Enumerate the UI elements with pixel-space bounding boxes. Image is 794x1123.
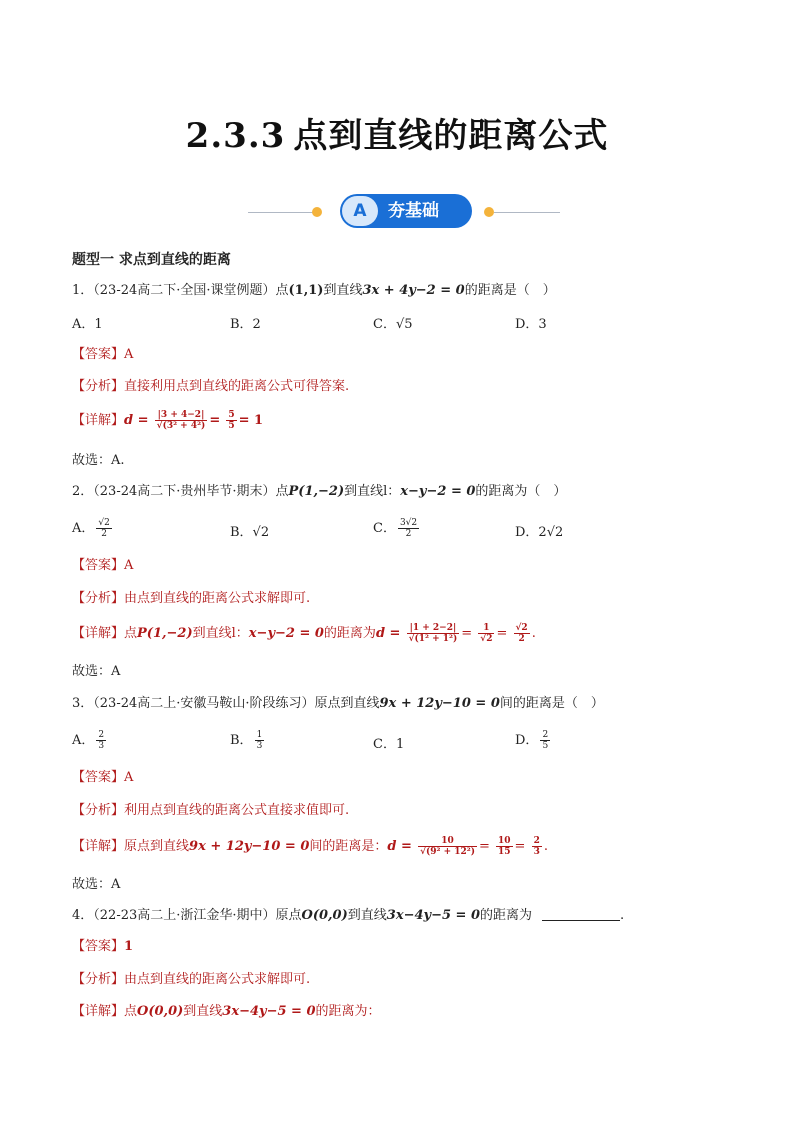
section-number: 2.3.3 [185, 116, 286, 156]
q1-choice: 故选：A. [72, 453, 125, 468]
section-label: 夯基础 [388, 201, 439, 221]
q2-analysis: 【分析】由点到直线的距离公式求解即可. [72, 591, 311, 606]
q1-option-d: D．3 [515, 317, 547, 332]
q1-option-a: A．1 [72, 317, 103, 332]
q2-detail: 【详解】点P(1,−2)到直线l：x−y−2 = 0的距离为d = $\frac{|1 + 2-2|}{\text{√(1² + 1²)}}$ = $\frac{1}{√2}$ = $\frac{√2}{2}$ . [72, 623, 536, 644]
q4-analysis: 【分析】由点到直线的距离公式求解即可. [72, 972, 311, 987]
question-1: 1．（23-24高二下·全国·课堂例题）点(1,1)到直线3x + 4y−2 = 0的距离是（ ） [72, 283, 556, 298]
divider-left [248, 212, 314, 213]
q4-detail: 【详解】点O(0,0)到直线3x−4y−5 = 0的距离为： [72, 1004, 381, 1019]
q2-option-c: C． $\frac{3√2}{2}$ [373, 518, 418, 539]
q1-analysis: 【分析】直接利用点到直线的距离公式可得答案. [72, 379, 350, 394]
title-text: 点到直线的距离公式 [293, 116, 609, 156]
q3-answer: 【答案】A [72, 770, 134, 785]
q3-option-d: D． $\frac{2}{5}$ [515, 730, 549, 751]
q3-detail: 【详解】原点到直线9x + 12y−10 = 0间的距离是：d = $\frac{10}{\text{√(9² + 12²)}}$ = $\frac{10}{15}$ = $\frac{2}{3}$ . [72, 836, 548, 857]
answer-blank[interactable] [542, 906, 620, 921]
section-banner [0, 194, 794, 230]
q2-option-a: A． $\frac{√2}{2}$ [72, 518, 110, 539]
q2-option-d: D．2√2 [515, 525, 564, 540]
question-2: 2．（23-24高二下·贵州毕节·期末）点P(1,−2)到直线l：x−y−2 = 0的距离为（ ） [72, 484, 567, 499]
q1-detail: 【详解】d = $\frac{|3 + 4-2|}{\text{√(3² + 4²)}}$ = $\frac{5}{5}$ = 1 [72, 410, 264, 431]
q2-answer: 【答案】A [72, 558, 134, 573]
q3-option-c: C．1 [373, 737, 405, 752]
q3-analysis: 【分析】利用点到直线的距离公式直接求值即可. [72, 803, 350, 818]
dot-left [312, 207, 322, 217]
q2-choice: 故选：A [72, 664, 121, 679]
question-4: 4．（22-23高二上·浙江金华·期中）原点O(0,0)到直线3x−4y−5 = 0的距离为 . [72, 908, 625, 923]
page-title [0, 108, 794, 157]
topic-heading: 题型一 求点到直线的距离 [72, 252, 231, 268]
divider-right [494, 212, 560, 213]
q3-choice: 故选：A [72, 877, 121, 892]
q3-option-a: A． $\frac{2}{3}$ [72, 730, 105, 751]
q1-answer: 【答案】A [72, 347, 134, 362]
question-3: 3．（23-24高二上·安徽马鞍山·阶段练习）原点到直线9x + 12y−10 = 0间的距离是（ ） [72, 696, 604, 711]
section-pill [340, 194, 472, 228]
q4-answer: 【答案】1 [72, 939, 134, 954]
q2-option-b: B．√2 [230, 525, 270, 540]
dot-right [484, 207, 494, 217]
q1-option-c: C．√5 [373, 317, 413, 332]
q3-option-b: B． $\frac{1}{3}$ [230, 730, 263, 751]
q1-option-b: B．2 [230, 317, 261, 332]
section-letter: A [342, 196, 378, 226]
